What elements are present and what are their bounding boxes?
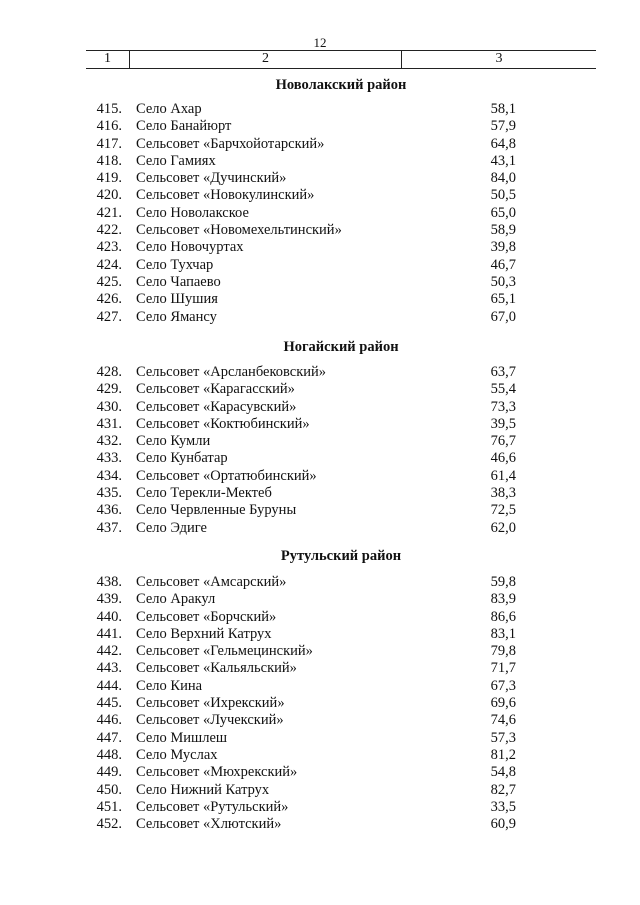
- settlement-name: Сельсовет «Новомехельтинский»: [136, 222, 342, 239]
- settlement-value: 73,3: [490, 398, 516, 415]
- row-number: 419.: [96, 170, 122, 187]
- settlement-value: 69,6: [490, 695, 516, 712]
- table-row: [0, 747, 640, 764]
- table-row: [0, 816, 640, 833]
- section-title-rutulsky: Рутульский район: [280, 548, 402, 564]
- settlement-value: 61,4: [490, 467, 516, 484]
- table-row: [0, 695, 640, 712]
- table-row: [0, 574, 640, 591]
- settlement-name: Сельсовет «Барчхойотарский»: [136, 135, 325, 152]
- table-row: [0, 364, 640, 381]
- table-row: [0, 591, 640, 608]
- settlement-name: Сельсовет «Гельмецинский»: [136, 643, 313, 660]
- row-number: 441.: [96, 625, 122, 642]
- table-row: [0, 660, 640, 677]
- row-number: 444.: [96, 677, 122, 694]
- table-row: [0, 764, 640, 781]
- settlement-value: 83,1: [490, 625, 516, 642]
- settlement-value: 65,1: [490, 291, 516, 308]
- settlement-name: Сельсовет «Амсарский»: [136, 574, 287, 590]
- table-row: [0, 136, 640, 153]
- row-number: 416.: [96, 118, 122, 135]
- settlement-name: Сельсовет «Карагасский»: [136, 381, 295, 398]
- row-number: 421.: [96, 204, 122, 221]
- settlement-name: Сельсовет «Ихрекский»: [136, 695, 285, 712]
- settlement-name: Сельсовет «Ортатюбинский»: [136, 467, 317, 484]
- settlement-name: Село Ахар: [136, 101, 202, 117]
- table-row: [0, 712, 640, 729]
- settlement-value: 60,9: [490, 816, 516, 833]
- table-row: [0, 187, 640, 204]
- settlement-value: 79,8: [490, 643, 516, 660]
- settlement-value: 50,3: [490, 273, 516, 290]
- table-row: [0, 485, 640, 502]
- settlement-name: Сельсовет «Борчский»: [136, 608, 277, 625]
- table-row: [0, 609, 640, 626]
- settlement-name: Село Кумли: [136, 433, 211, 450]
- settlement-name: Сельсовет «Коктюбинский»: [136, 415, 310, 432]
- settlement-name: Сельсовет «Дучинский»: [136, 170, 287, 187]
- settlement-value: 55,4: [490, 381, 516, 398]
- settlement-name: Сельсовет «Карасувский»: [136, 398, 297, 415]
- settlement-value: 63,7: [490, 364, 516, 380]
- table-row: [0, 399, 640, 416]
- table-row: [0, 416, 640, 433]
- settlement-name: Село Тухчар: [136, 256, 214, 273]
- settlement-name: Село Банайюрт: [136, 118, 232, 135]
- row-number: 417.: [96, 135, 122, 152]
- row-number: 448.: [96, 746, 122, 763]
- settlement-value: 54,8: [490, 764, 516, 781]
- row-number: 415.: [96, 101, 122, 117]
- settlement-name: Село Эдиге: [136, 519, 207, 536]
- table-row: [0, 468, 640, 485]
- settlement-value: 76,7: [490, 433, 516, 450]
- settlement-name: Сельсовет «Хлютский»: [136, 816, 282, 833]
- table-row: [0, 520, 640, 537]
- settlement-value: 84,0: [490, 170, 516, 187]
- settlement-name: Село Кина: [136, 677, 203, 694]
- row-number: 428.: [96, 364, 122, 380]
- row-number: 425.: [96, 273, 122, 290]
- row-number: 438.: [96, 574, 122, 590]
- settlement-value: 86,6: [490, 608, 516, 625]
- column-header-row: [86, 50, 596, 69]
- table-row: [0, 433, 640, 450]
- settlement-value: 50,5: [490, 187, 516, 204]
- table-row: [0, 799, 640, 816]
- settlement-name: Сельсовет «Мюхрекский»: [136, 764, 298, 781]
- settlement-name: Село Гамиях: [136, 152, 216, 169]
- row-number: 437.: [96, 519, 122, 536]
- row-number: 430.: [96, 398, 122, 415]
- row-number: 452.: [96, 816, 122, 833]
- settlement-name: Село Новочуртах: [136, 239, 244, 256]
- section-rows-novolaksky: [0, 101, 640, 326]
- settlement-value: 64,8: [490, 135, 516, 152]
- row-number: 445.: [96, 695, 122, 712]
- settlement-value: 81,2: [490, 746, 516, 763]
- table-row: [0, 626, 640, 643]
- table-row: [0, 502, 640, 519]
- settlement-value: 39,5: [490, 415, 516, 432]
- table-row: [0, 678, 640, 695]
- settlement-name: Сельсовет «Кальяльский»: [136, 660, 297, 677]
- settlement-value: 67,0: [490, 308, 516, 325]
- settlement-value: 74,6: [490, 712, 516, 729]
- settlement-value: 82,7: [490, 781, 516, 798]
- settlement-name: Село Чапаево: [136, 273, 221, 290]
- settlement-value: 33,5: [490, 798, 516, 815]
- column-header-3: 3: [495, 51, 503, 66]
- table-row: [0, 205, 640, 222]
- settlement-value: 65,0: [490, 204, 516, 221]
- row-number: 447.: [96, 729, 122, 746]
- row-number: 443.: [96, 660, 122, 677]
- settlement-name: Село Червленные Буруны: [136, 502, 297, 519]
- table-row: [0, 381, 640, 398]
- settlement-name: Село Верхний Катрух: [136, 625, 272, 642]
- table-row: [0, 450, 640, 467]
- column-header-1: 1: [86, 51, 130, 68]
- settlement-value: 58,9: [490, 222, 516, 239]
- table-row: [0, 782, 640, 799]
- table-row: [0, 239, 640, 256]
- settlement-value: 57,9: [490, 118, 516, 135]
- section-rows-nogaisky: [0, 364, 640, 537]
- settlement-name: Сельсовет «Лучекский»: [136, 712, 284, 729]
- table-row: [0, 222, 640, 239]
- row-number: 431.: [96, 415, 122, 432]
- row-number: 436.: [96, 502, 122, 519]
- settlement-name: Сельсовет «Рутульский»: [136, 798, 289, 815]
- settlement-name: Сельсовет «Новокулинский»: [136, 187, 315, 204]
- settlement-value: 43,1: [490, 152, 516, 169]
- table-row: [0, 309, 640, 326]
- settlement-name: Село Новолакское: [136, 204, 249, 221]
- row-number: 432.: [96, 433, 122, 450]
- page-number: 12: [313, 35, 327, 50]
- row-number: 439.: [96, 591, 122, 608]
- settlement-value: 46,7: [490, 256, 516, 273]
- settlement-name: Село Нижний Катрух: [136, 781, 270, 798]
- row-number: 418.: [96, 152, 122, 169]
- row-number: 440.: [96, 608, 122, 625]
- settlement-name: Село Муслах: [136, 746, 218, 763]
- settlement-name: Село Аракул: [136, 591, 216, 608]
- table-row: [0, 257, 640, 274]
- row-number: 429.: [96, 381, 122, 398]
- table-row: [0, 643, 640, 660]
- row-number: 426.: [96, 291, 122, 308]
- row-number: 442.: [96, 643, 122, 660]
- section-title-nogaisky: Ногайский район: [283, 339, 399, 355]
- table-row: [0, 170, 640, 187]
- column-header-2: 2: [130, 51, 402, 68]
- settlement-value: 39,8: [490, 239, 516, 256]
- section-rows-rutulsky: [0, 574, 640, 833]
- settlement-value: 59,8: [490, 574, 516, 590]
- settlement-name: Село Кунбатар: [136, 450, 228, 467]
- settlement-value: 72,5: [490, 502, 516, 519]
- settlement-value: 62,0: [490, 519, 516, 536]
- row-number: 450.: [96, 781, 122, 798]
- row-number: 427.: [96, 308, 122, 325]
- row-number: 435.: [96, 485, 122, 502]
- row-number: 433.: [96, 450, 122, 467]
- settlement-name: Село Шушия: [136, 291, 218, 308]
- settlement-name: Село Ямансу: [136, 308, 217, 325]
- settlement-value: 71,7: [490, 660, 516, 677]
- row-number: 422.: [96, 222, 122, 239]
- row-number: 449.: [96, 764, 122, 781]
- table-row: [0, 274, 640, 291]
- settlement-value: 38,3: [490, 485, 516, 502]
- settlement-value: 57,3: [490, 729, 516, 746]
- table-row: [0, 153, 640, 170]
- row-number: 423.: [96, 239, 122, 256]
- section-title-novolaksky: Новолакский район: [275, 77, 407, 93]
- settlement-name: Село Мишлеш: [136, 729, 228, 746]
- settlement-name: Сельсовет «Арсланбековский»: [136, 364, 327, 380]
- row-number: 424.: [96, 256, 122, 273]
- table-row: [0, 118, 640, 135]
- row-number: 420.: [96, 187, 122, 204]
- row-number: 434.: [96, 467, 122, 484]
- table-row: [0, 291, 640, 308]
- settlement-name: Село Терекли-Мектеб: [136, 485, 272, 502]
- settlement-value: 83,9: [490, 591, 516, 608]
- settlement-value: 46,6: [490, 450, 516, 467]
- row-number: 451.: [96, 798, 122, 815]
- settlement-value: 58,1: [490, 101, 516, 117]
- table-row: [0, 101, 640, 118]
- row-number: 446.: [96, 712, 122, 729]
- table-row: [0, 730, 640, 747]
- settlement-value: 67,3: [490, 677, 516, 694]
